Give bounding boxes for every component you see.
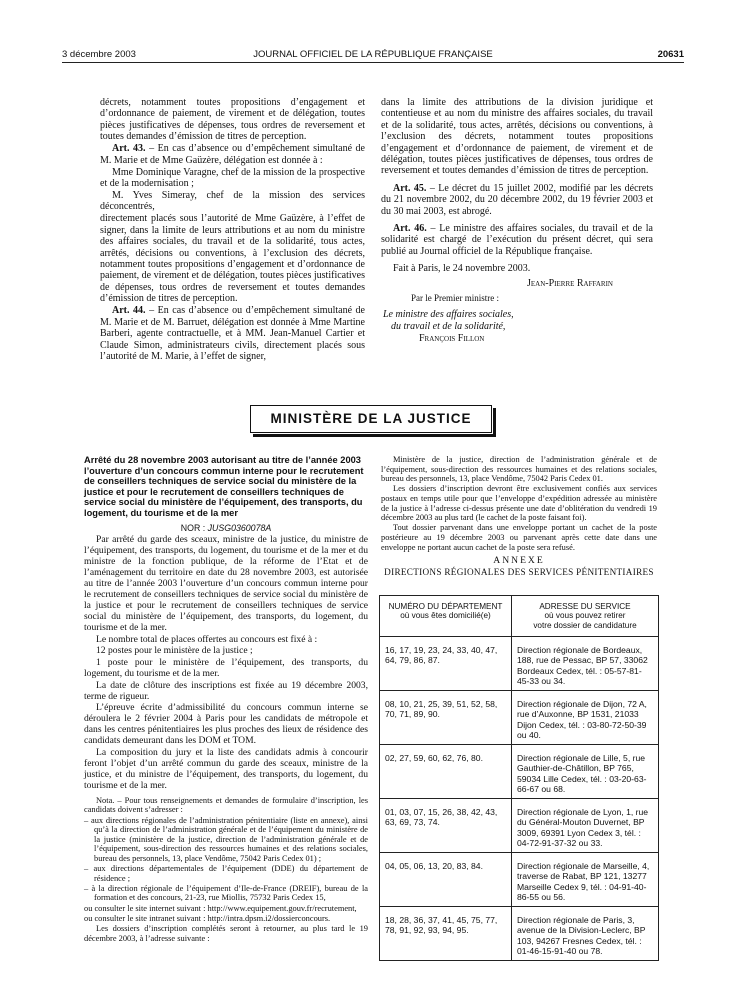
nor-reference: NOR : JUSG0360078A: [180, 522, 272, 533]
department-cell: 08, 10, 21, 25, 39, 51, 52, 58, 70, 71, 89, 90.: [380, 691, 512, 745]
minister-signature: François Fillon: [419, 332, 485, 344]
pm-signature: Jean-Pierre Raffarin: [527, 277, 613, 289]
table-header-row: [380, 596, 659, 637]
paragraph: Le nombre total de places offertes au concours est fixé à :: [96, 633, 318, 645]
department-cell: 04, 05, 06, 13, 20, 83, 84.: [380, 853, 512, 907]
table-row: [380, 745, 659, 799]
arrete-column: [84, 455, 368, 944]
paragraph: La date de clôture des inscriptions est fixée au 19 décembre 2003, terme de rigueur.: [84, 679, 368, 702]
address-cell: Direction régionale de Lyon, 1, rue du Général-Mouton Duvernet, BP 3009, 69391 Lyon Cedex 3, tél. : 04-72-91-37-32 ou 33.: [512, 799, 659, 853]
paragraph: Ministère de la justice, direction de l’administration générale et de l’équipement, sous-direction des ressources humaines et des relations sociales, bureau des personnels, 13, place Vendôme, 75042 Paris Cedex 01.: [381, 455, 657, 484]
article-45: Art. 45. – Le décret du 15 juillet 2002, modifié par les décrets du 21 novembre 2002, du 20 décembre 2002, du 19 février 2003 et du 30 mai 2003, est abrogé.: [381, 182, 653, 217]
journal-title: JOURNAL OFFICIEL DE LA RÉPUBLIQUE FRANÇAISE: [253, 49, 493, 60]
address-cell: Direction régionale de Marseille, 4, traverse de Rabat, BP 121, 13277 Marseille Cedex 9, tél. : 04-91-40-86-55 ou 56.: [512, 853, 659, 907]
paragraph: Tout dossier parvenant dans une enveloppe portant un cachet de la poste postérieure au 19 décembre 2003 ou parvenant après cette date dans une enveloppe ne portant aucun cachet de la poste sera refusé.: [381, 523, 657, 552]
annexe-title: ANNEXE: [493, 555, 545, 567]
table-row: [380, 691, 659, 745]
paragraph: La composition du jury et la liste des candidats admis à concourir feront l’objet d’un arrêté commun du garde des sceaux, ministre de la justice, et du ministre de l’équipement, des transports, du logement, du tourisme et de la mer.: [84, 746, 368, 791]
department-cell: 16, 17, 19, 23, 24, 33, 40, 47, 64, 79, 86, 87.: [380, 637, 512, 691]
paragraph: Par arrêté du garde des sceaux, ministre de la justice, du ministre de l’équipement, des transports, du logement, du tourisme et de la mer et du ministre de la fonction publique, de la réforme de l’Etat et de l’aménagement du territoire en date du 28 novembre 2003, est autorisée au titre de l’année 2003 l’ouverture d’un concours commun interne pour le recrutement de conseillers techniques de service social du ministère de la justice et pour le recrutement de conseillers techniques de service social du ministère de l’équipement, des transports, du logement, du tourisme et de la mer.: [84, 534, 368, 634]
nota-section: [84, 796, 368, 943]
header-date: 3 décembre 2003: [62, 49, 136, 60]
article-44: Art. 44. – En cas d’absence ou d’empêchement simultané de M. Marie et de M. Barruet, délégation est donnée à Mme Martine Barberi, agente contractuelle, et à MM. Jean-Manuel Cartier et Claude Simon, administrateurs civils, directement placés sous l’autorité de M. Marie, à l’effet de signer,: [100, 305, 365, 362]
address-cell: Direction régionale de Lille, 5, rue Gauthier-de-Châtillon, BP 765, 59034 Lille Cedex, tél. : 03-20-63-66-67 ou 68.: [512, 745, 659, 799]
nota-line: ou consulter le site intranet suivant : http://intra.dpsm.i2/dossierconcours.: [84, 913, 331, 923]
arrete-title: Arrêté du 28 novembre 2003 autorisant au titre de l’année 2003 l’ouverture d’un concours commun interne pour le recrutement de conseillers techniques de service social du ministère de la justice et pour le recrutement de conseillers techniques de service social du ministère de l’équipement, des transports, du logement, du tourisme et de la mer: [84, 455, 364, 518]
paragraph: dans la limite des attributions de la division juridique et contentieuse et au nom du ministre des affaires sociales, du travail et de la solidarité, tous actes, arrêtés, décisions ou conventions, à l’exclusion des décrets, notamment toutes propositions d’engagement et d’ordonnance de paiement, de virement et de délégation, toutes pièces justificatives de dépenses, tous ordres de reversement et toutes demandes d’émission de titres de perception.: [381, 97, 653, 177]
paragraph: Les dossiers d’inscription devront être exclusivement confiés aux services postaux en temps utile pour que l’enveloppe d’expédition adressée au ministère de la justice à l’adresse ci-dessus présente une date d’oblitération du vendredi 19 décembre 2003 au plus tard (le cachet de la poste faisant foi).: [381, 484, 657, 523]
table-row: [380, 907, 659, 961]
minister-title: du travail et de la solidarité,: [391, 320, 506, 332]
done-at: Fait à Paris, le 24 novembre 2003.: [393, 263, 531, 275]
nota-item: – aux directions régionales de l’administration pénitentiaire (liste en annexe), ainsi qu’à la direction de l’administration générale et de l’équipement du ministère de la justice (ministère de la justice, direction de l’administration générale et de l’équipement, sous-direction des ressources humaines et des relations sociales, bureau des personnels, 13, place Vendôme, 75042 Paris Cedex 01) ;: [84, 815, 368, 863]
table-row: [380, 853, 659, 907]
table-row: [380, 799, 659, 853]
nota-item: – à la direction régionale de l’équipement d’Ile-de-France (DREIF), bureau de la formation et des concours, 21-23, rue Miollis, 75732 Paris Cedex 15,: [84, 883, 368, 903]
paragraph: M. Yves Simeray, chef de la mission des services déconcentrés,: [100, 190, 365, 213]
department-cell: 01, 03, 07, 15, 26, 38, 42, 43, 63, 69, 73, 74.: [380, 799, 512, 853]
paragraph: Mme Dominique Varagne, chef de la mission de la prospective et de la modernisation ;: [100, 166, 365, 190]
page-header: [62, 49, 684, 63]
department-cell: 02, 27, 59, 60, 62, 76, 80.: [380, 745, 512, 799]
arrete-column-right: [381, 455, 657, 578]
table-row: [380, 637, 659, 691]
address-cell: Direction régionale de Paris, 3, avenue de la Division-Leclerc, BP 103, 94267 Fresnes Cedex, tél. : 01-46-15-91-40 ou 78.: [512, 907, 659, 961]
page-number: 20631: [657, 49, 684, 60]
nota-intro: Nota. – Pour tous renseignements et demandes de formulaire d’inscription, les candidats doivent s’adresser :: [84, 795, 368, 815]
decree-column-left: [100, 97, 365, 363]
column-header-department: NUMÉRO DU DÉPARTEMENT où vous êtes domicilié(e): [380, 596, 512, 637]
column-header-address: ADRESSE DU SERVICE où vous pouvez retirer votre dossier de candidature: [512, 596, 659, 637]
signed-by: Par le Premier ministre :: [411, 293, 499, 304]
department-cell: 18, 28, 36, 37, 41, 45, 75, 77, 78, 91, 92, 93, 94, 95.: [380, 907, 512, 961]
annexe-subtitle: DIRECTIONS RÉGIONALES DES SERVICES PÉNITENTIAIRES: [384, 566, 654, 577]
paragraph: L’épreuve écrite d’admissibilité du concours commun interne se déroulera le 2 février 2004 à Paris pour les candidats de métropole et dans les centres pénitentiaires les plus proches des lieux de résidence des candidats demeurant dans les DOM et TOM.: [84, 702, 368, 747]
address-cell: Direction régionale de Bordeaux, 188, rue de Pessac, BP 57, 33062 Bordeaux Cedex, tél. : 05-57-81-45-33 ou 34.: [512, 637, 659, 691]
decree-column-right: [381, 97, 653, 345]
directions-table: [379, 595, 659, 961]
paragraph: directement placés sous l’autorité de Mme Gaüzère, à l’effet de signer, dans la limite de leurs attributions et au nom du ministre des affaires sociales, du travail et de la solidarité, tous actes, arrêtés, décisions ou conventions, à l’exclusion des décrets, notamment toutes propositions d’engagement et d’ordonnance de paiement, de virement et de délégation, toutes pièces justificatives de dépenses, tous ordres de reversement et toutes demandes d’émission de titres de perception.: [100, 213, 365, 305]
address-cell: Direction régionale de Dijon, 72 A, rue d’Auxonne, BP 1531, 21033 Dijon Cedex, tél. : 03-80-72-50-39 ou 40.: [512, 691, 659, 745]
article-43: Art. 43. – En cas d’absence ou d’empêchement simultané de M. Marie et de Mme Gaüzère, délégation est donnée à :: [100, 143, 365, 166]
paragraph: décrets, notamment toutes propositions d’engagement et d’ordonnance de paiement, de virement et de délégation, toutes pièces justificatives de dépenses, tous ordres de reversement et toutes demandes d’émission de titres de perception.: [100, 97, 365, 143]
nota-item: – aux directions départementales de l’équipement (DDE) du département de résidence ;: [84, 864, 368, 883]
minister-title: Le ministre des affaires sociales,: [383, 308, 514, 320]
article-46: Art. 46. – Le ministre des affaires sociales, du travail et de la solidarité est chargé de l’exécution du présent décret, qui sera publié au Journal officiel de la République française.: [381, 223, 654, 257]
paragraph: 12 postes pour le ministère de la justice ;: [96, 645, 253, 657]
ministry-heading: MINISTÈRE DE LA JUSTICE: [250, 405, 492, 433]
nota-line: ou consulter le site internet suivant : http://www.equipement.gouv.fr/recrutement,: [84, 903, 357, 913]
nota-line: Les dossiers d’inscription complétés seront à retourner, au plus tard le 19 décembre 2003, à l’adresse suivante :: [84, 924, 368, 943]
paragraph: 1 poste pour le ministère de l’équipement, des transports, du logement, du tourisme et de la mer.: [84, 656, 368, 679]
